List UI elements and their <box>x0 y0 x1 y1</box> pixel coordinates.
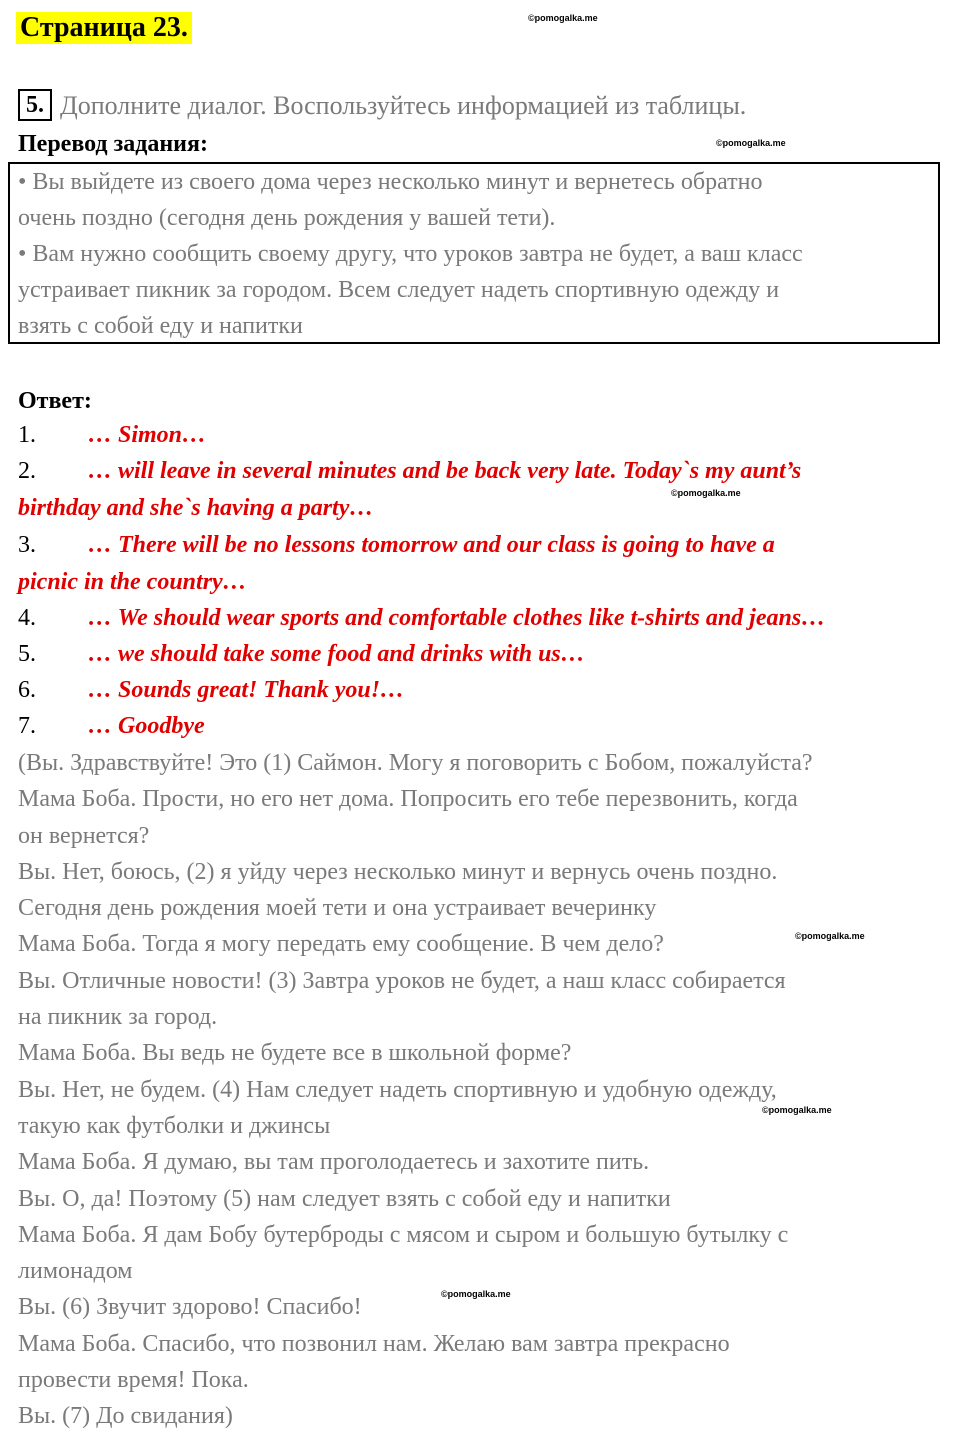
answer-item <box>18 636 938 673</box>
dialog-line: Мама Боба. Спасибо, что позвонил нам. Желаю вам завтра прекрасно <box>18 1330 730 1357</box>
watermark: ©pomogalka.me <box>441 1289 511 1299</box>
task-number: 5. <box>18 89 52 121</box>
translation-line: • Вы выйдете из своего дома через несколько минут и вернетесь обратно <box>18 169 763 195</box>
answer-number: 1. <box>18 422 36 448</box>
watermark: ©pomogalka.me <box>762 1105 832 1115</box>
translation-line: очень поздно (сегодня день рождения у вашей тети). <box>18 205 556 231</box>
dialog-line: он вернется? <box>18 822 150 849</box>
answer-text: … Simon… <box>88 422 207 448</box>
dialog-text <box>18 745 943 1435</box>
dialog-line: Мама Боба. Я дам Бобу бутерброды с мясом и сыром и большую бутылку с <box>18 1221 789 1248</box>
dialog-line: Вы. Нет, боюсь, (2) я уйду через несколько минут и вернусь очень поздно. <box>18 858 778 885</box>
dialog-line: Вы. Нет, не будем. (4) Нам следует надеть спортивную и удобную одежду, <box>18 1076 777 1103</box>
answer-text-continued: picnic in the country… <box>18 568 247 595</box>
dialog-line: Вы. О, да! Поэтому (5) нам следует взять с собой еду и напитки <box>18 1185 671 1212</box>
page-title: Страница 23. <box>16 12 192 44</box>
answer-text-continued: birthday and she`s having a party… <box>18 494 374 521</box>
answer-number: 4. <box>18 605 36 631</box>
dialog-line: на пикник за город. <box>18 1004 218 1031</box>
dialog-line: Вы. (7) До свидания) <box>18 1403 233 1430</box>
dialog-line: Мама Боба. Тогда я могу передать ему сообщение. В чем дело? <box>18 931 664 958</box>
dialog-line: Мама Боба. Прости, но его нет дома. Попросить его тебе перезвонить, когда <box>18 786 798 813</box>
dialog-line: такую как футболки и джинсы <box>18 1112 331 1139</box>
dialog-line: (Вы. Здравствуйте! Это (1) Саймон. Могу я поговорить с Бобом, пожалуйста? <box>18 750 813 776</box>
answer-text: … Goodbye <box>88 713 205 739</box>
translation-line: взять с собой еду и напитки <box>18 313 303 339</box>
answer-text: … we should take some food and drinks with us… <box>88 641 585 667</box>
answer-item <box>18 708 938 745</box>
answer-number: 2. <box>18 458 36 484</box>
translation-line: устраивает пикник за городом. Всем следует надеть спортивную одежду и <box>18 277 780 303</box>
dialog-line: Вы. (6) Звучит здорово! Спасибо! <box>18 1294 362 1321</box>
answer-item <box>18 672 938 709</box>
answer-number: 7. <box>18 713 36 739</box>
watermark: ©pomogalka.me <box>716 138 786 148</box>
answer-text: … There will be no lessons tomorrow and our class is going to have a <box>88 532 775 558</box>
answer-text: … Sounds great! Thank you!… <box>88 677 405 703</box>
task-instruction: Дополните диалог. Воспользуйтесь информацией из таблицы. <box>60 91 747 120</box>
answer-number: 6. <box>18 677 36 703</box>
task-instruction-line <box>18 88 746 124</box>
dialog-line: Мама Боба. Я думаю, вы там проголодаетесь и захотите пить. <box>18 1149 650 1176</box>
watermark: ©pomogalka.me <box>671 488 741 498</box>
answer-item <box>18 527 938 600</box>
dialog-line: Вы. Отличные новости! (3) Завтра уроков не будет, а наш класс собирается <box>18 967 786 994</box>
dialog-line: лимонадом <box>18 1258 133 1285</box>
answer-item <box>18 417 938 454</box>
answer-text: … will leave in several minutes and be back very late. Today`s my aunt’s <box>88 458 802 484</box>
dialog-line: Мама Боба. Вы ведь не будете все в школьной форме? <box>18 1040 572 1067</box>
dialog-line: Сегодня день рождения моей тети и она устраивает вечеринку <box>18 895 657 922</box>
answer-item <box>18 453 938 526</box>
answer-item <box>18 600 938 637</box>
translation-text <box>18 164 933 344</box>
dialog-line: провести время! Пока. <box>18 1367 249 1394</box>
answer-heading: Ответ: <box>18 388 92 414</box>
translation-line: • Вам нужно сообщить своему другу, что уроков завтра не будет, а ваш класс <box>18 241 803 267</box>
answer-text: … We should wear sports and comfortable clothes like t-shirts and jeans… <box>88 605 826 631</box>
translation-heading: Перевод задания: <box>18 131 208 157</box>
answer-number: 5. <box>18 641 36 667</box>
watermark: ©pomogalka.me <box>528 13 598 23</box>
watermark: ©pomogalka.me <box>795 931 865 941</box>
answer-number: 3. <box>18 532 36 558</box>
